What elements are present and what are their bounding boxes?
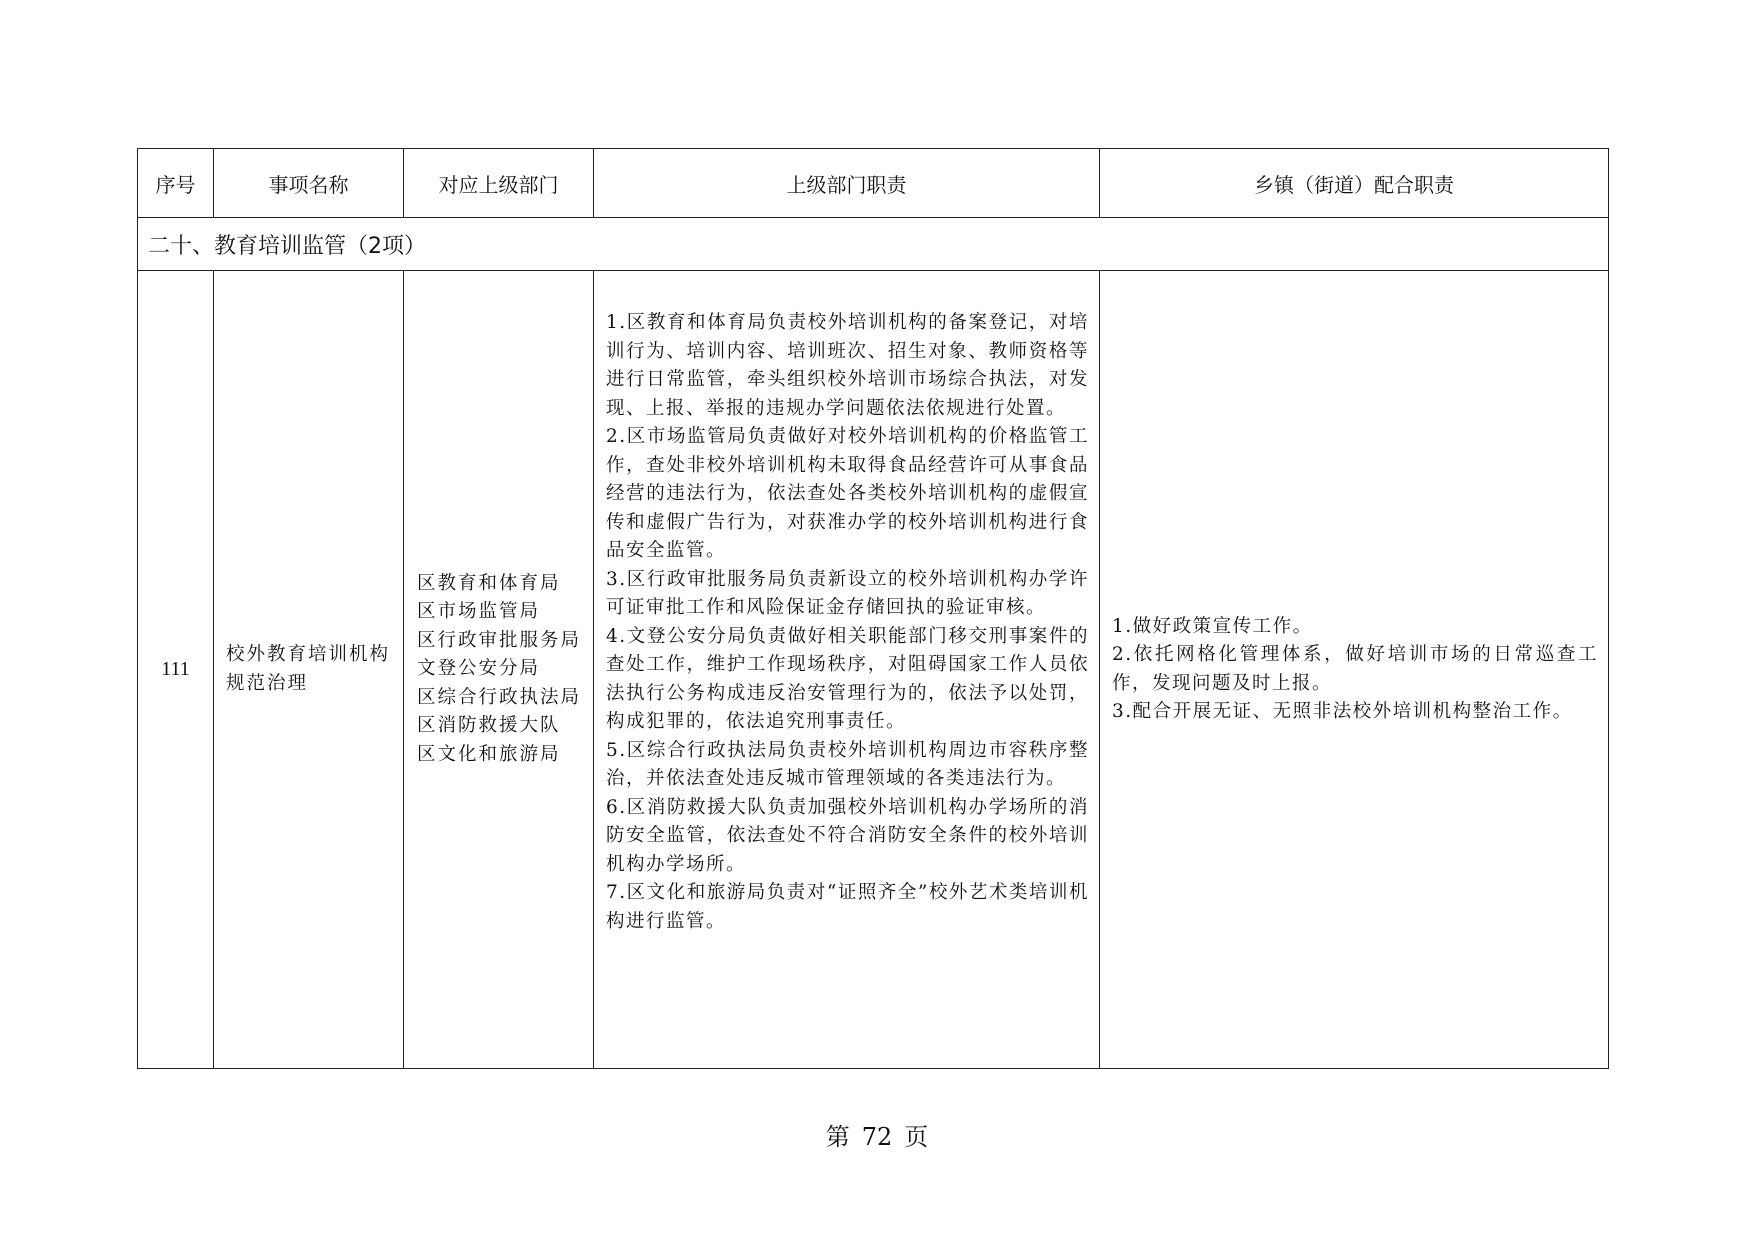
- section-title: 二十、教育培训监管（2项）: [138, 218, 1609, 271]
- header-item-name: 事项名称: [214, 149, 404, 218]
- page-number: 72: [861, 1123, 893, 1151]
- duty-item: 1.区教育和体育局负责校外培训机构的备案登记，对培训行为、培训内容、培训班次、招生对象、教师资格等进行日常监管，牵头组织校外培训市场综合执法，对发现、上报、举报的违规办学问题依法依规进行处置。: [606, 312, 1089, 419]
- responsibility-table: [137, 148, 1609, 1069]
- table-row: [138, 271, 1609, 1069]
- duty-item: 3.区行政审批服务局负责新设立的校外培训机构办学许可证审批工作和风险保证金存储回执的验证审核。: [606, 568, 1089, 618]
- dept-line: 文登公安分局: [417, 658, 541, 680]
- duty-item: 2.区市场监管局负责做好对校外培训机构的价格监管工作，查处非校外培训机构未取得食品经营许可从事食品经营的违法行为，依法查处各类校外培训机构的虚假宣传和虚假广告行为，对获准办学的校外培训机构进行食品安全监管。: [606, 426, 1089, 561]
- dept-line: 区消防救援大队: [417, 715, 561, 737]
- duty-item: 7.区文化和旅游局负责对“证照齐全”校外艺术类培训机构进行监管。: [606, 882, 1089, 932]
- row-duties-cell: [594, 271, 1100, 1069]
- page-footer: [0, 1117, 1754, 1152]
- row-item-name: 校外教育培训机构规范治理: [214, 271, 404, 1069]
- page-prefix: 第: [825, 1123, 850, 1151]
- town-duty-item: 1.做好政策宣传工作。: [1112, 615, 1313, 637]
- row-seq: 111: [138, 271, 214, 1069]
- row-depts-cell: [404, 271, 594, 1069]
- town-duty-item: 3.配合开展无证、无照非法校外培训机构整治工作。: [1112, 701, 1573, 722]
- section-row: [138, 218, 1609, 271]
- town-duty-item: 2.依托网格化管理体系，做好培训市场的日常巡查工作，发现问题及时上报。: [1112, 644, 1598, 694]
- dept-line: 区综合行政执法局: [417, 686, 582, 708]
- table-header-row: [138, 149, 1609, 218]
- dept-line: 区市场监管局: [417, 601, 541, 623]
- duty-item: 6.区消防救援大队负责加强校外培训机构办学场所的消防安全监管，依法查处不符合消防安全条件的校外培训机构办学场所。: [606, 796, 1089, 875]
- header-upper-dept: 对应上级部门: [404, 149, 594, 218]
- page-suffix: 页: [904, 1123, 929, 1151]
- header-upper-duty: 上级部门职责: [594, 149, 1100, 218]
- responsibility-table-container: [137, 148, 1608, 1069]
- duty-item: 5.区综合行政执法局负责校外培训机构周边市容秩序整治，并依法查处违反城市管理领域的各类违法行为。: [606, 739, 1089, 789]
- duty-item: 4.文登公安分局负责做好相关职能部门移交刑事案件的查处工作，维护工作现场秩序，对阻碍国家工作人员依法执行公务构成违反治安管理行为的，依法予以处罚，构成犯罪的，依法追究刑事责任。: [606, 625, 1089, 732]
- dept-line: 区教育和体育局: [417, 572, 561, 594]
- header-seq: 序号: [138, 149, 214, 218]
- dept-line: 区行政审批服务局: [417, 629, 582, 651]
- header-town-duty: 乡镇（街道）配合职责: [1100, 149, 1609, 218]
- dept-line: 区文化和旅游局: [417, 743, 561, 765]
- row-town-duties-cell: [1100, 271, 1609, 1069]
